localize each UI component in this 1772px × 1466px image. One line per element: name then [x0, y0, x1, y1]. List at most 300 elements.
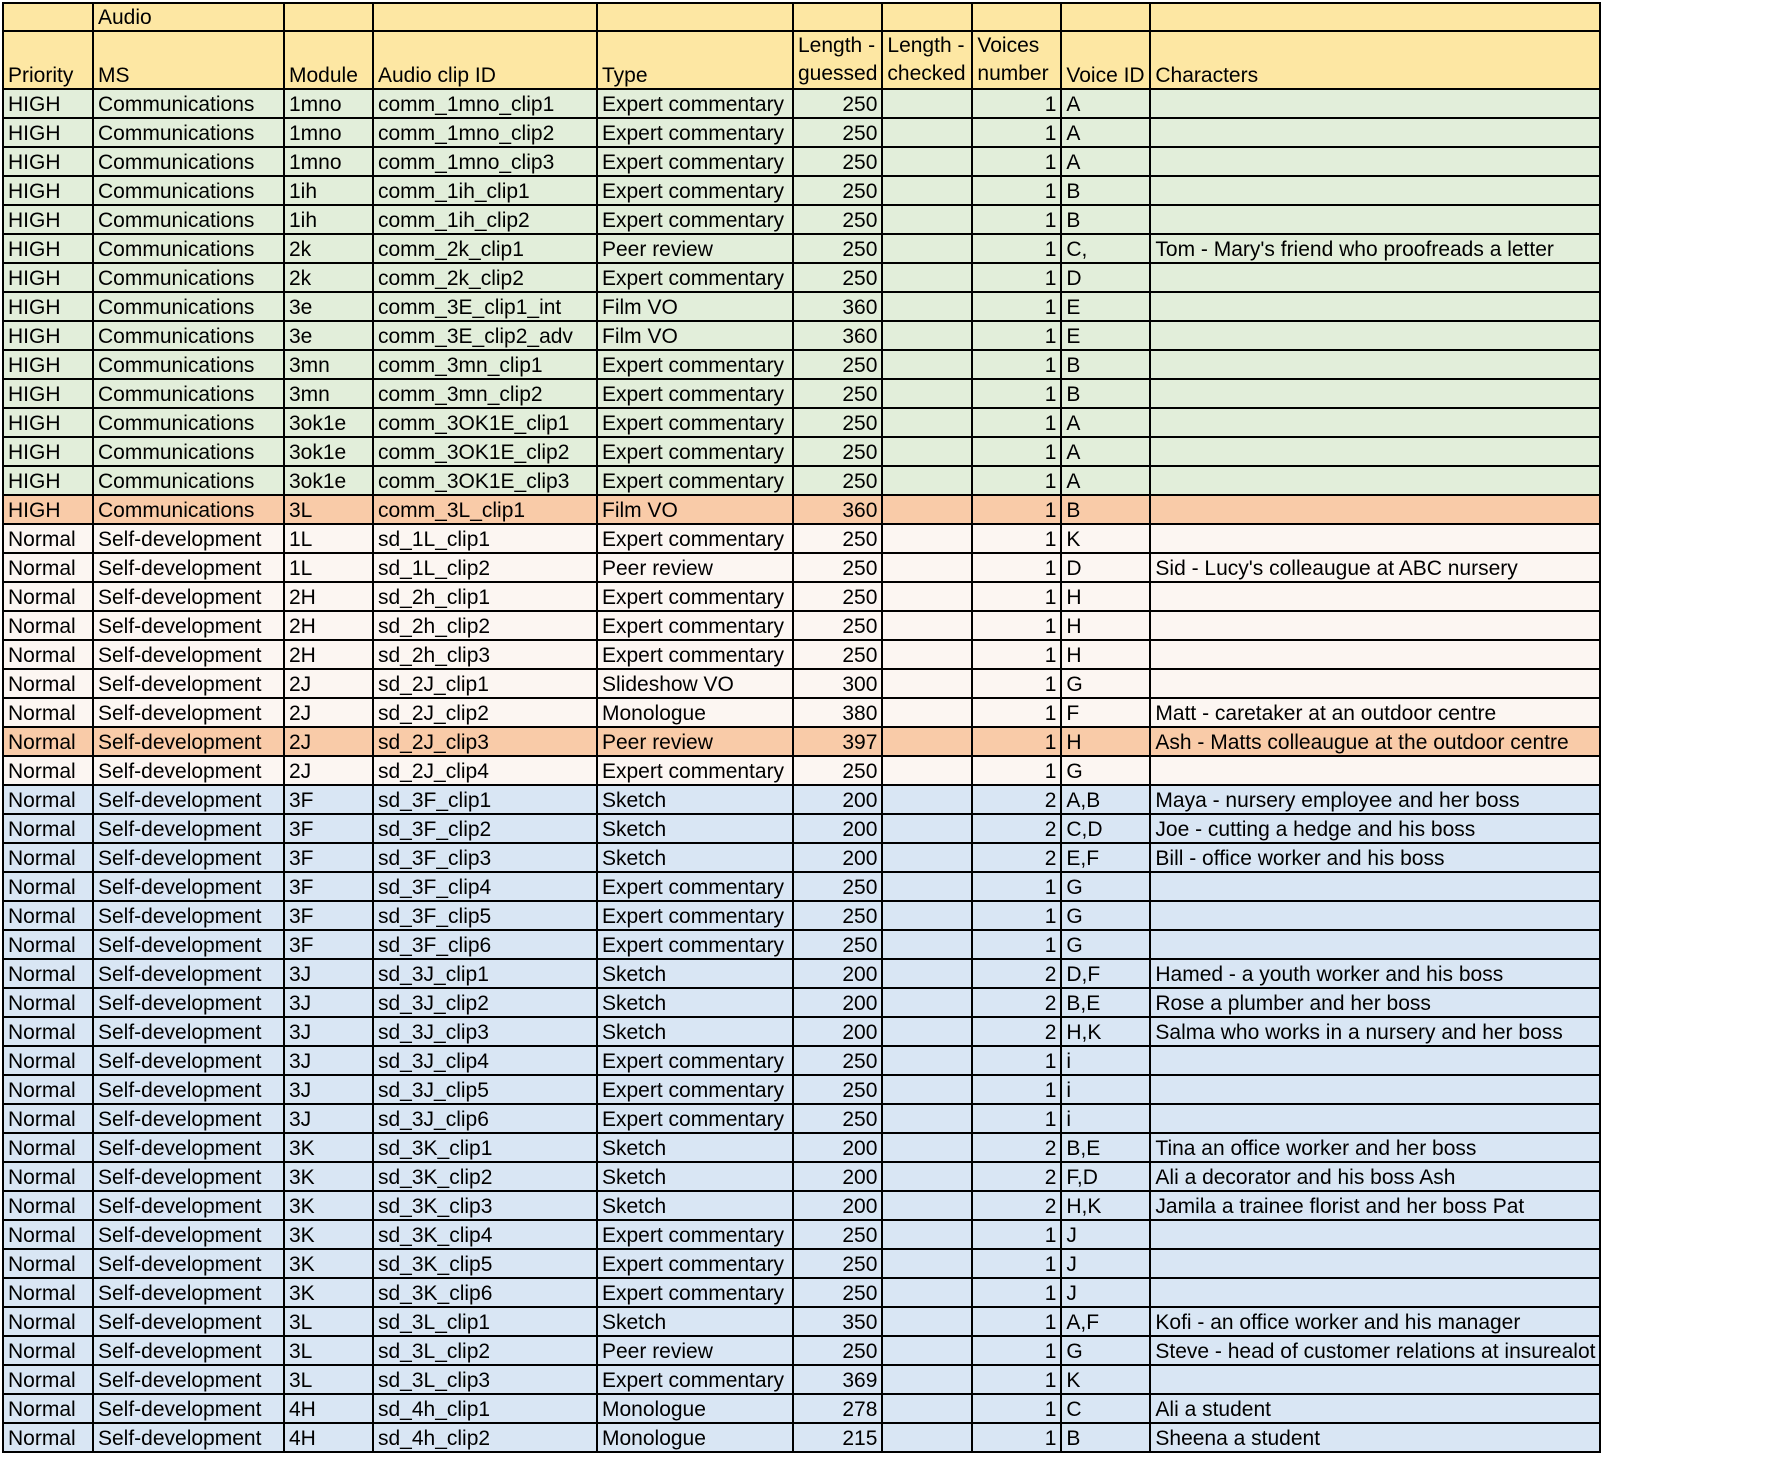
cell-length-checked[interactable] — [882, 727, 972, 756]
cell-length-guessed[interactable]: 360 — [793, 292, 882, 321]
cell-voices-number[interactable]: 1 — [972, 437, 1061, 466]
cell-module[interactable]: 3J — [284, 1017, 373, 1046]
header-cell-empty[interactable] — [373, 3, 597, 31]
cell-characters[interactable] — [1150, 495, 1600, 524]
cell-module[interactable]: 3K — [284, 1162, 373, 1191]
cell-type[interactable]: Sketch — [597, 843, 793, 872]
cell-type[interactable]: Expert commentary — [597, 872, 793, 901]
cell-characters[interactable]: Maya - nursery employee and her boss — [1150, 785, 1600, 814]
cell-voices-number[interactable]: 2 — [972, 814, 1061, 843]
cell-voices-number[interactable]: 1 — [972, 669, 1061, 698]
cell-type[interactable]: Expert commentary — [597, 1046, 793, 1075]
column-header-ms[interactable]: MS — [93, 31, 284, 89]
cell-module[interactable]: 2H — [284, 611, 373, 640]
cell-characters[interactable] — [1150, 901, 1600, 930]
cell-priority[interactable]: HIGH — [3, 437, 93, 466]
cell-priority[interactable]: HIGH — [3, 147, 93, 176]
cell-type[interactable]: Peer review — [597, 234, 793, 263]
cell-priority[interactable]: Normal — [3, 1394, 93, 1423]
cell-characters[interactable] — [1150, 1278, 1600, 1307]
cell-voice-id[interactable]: E,F — [1061, 843, 1150, 872]
cell-type[interactable]: Slideshow VO — [597, 669, 793, 698]
cell-type[interactable]: Sketch — [597, 1191, 793, 1220]
cell-ms[interactable]: Self-development — [93, 1191, 284, 1220]
cell-priority[interactable]: Normal — [3, 1307, 93, 1336]
cell-length-guessed[interactable]: 250 — [793, 205, 882, 234]
cell-type[interactable]: Expert commentary — [597, 901, 793, 930]
cell-length-guessed[interactable]: 250 — [793, 872, 882, 901]
cell-voice-id[interactable]: B,E — [1061, 988, 1150, 1017]
cell-module[interactable]: 3F — [284, 901, 373, 930]
cell-audio-clip-id[interactable]: sd_3L_clip3 — [373, 1365, 597, 1394]
cell-priority[interactable]: Normal — [3, 1423, 93, 1452]
cell-module[interactable]: 2J — [284, 698, 373, 727]
cell-length-guessed[interactable]: 250 — [793, 901, 882, 930]
cell-audio-clip-id[interactable]: comm_1ih_clip1 — [373, 176, 597, 205]
cell-voices-number[interactable]: 1 — [972, 205, 1061, 234]
cell-ms[interactable]: Communications — [93, 379, 284, 408]
cell-type[interactable]: Film VO — [597, 495, 793, 524]
cell-module[interactable]: 4H — [284, 1394, 373, 1423]
cell-ms[interactable]: Self-development — [93, 1162, 284, 1191]
cell-type[interactable]: Monologue — [597, 1423, 793, 1452]
cell-voice-id[interactable]: B — [1061, 350, 1150, 379]
cell-module[interactable]: 4H — [284, 1423, 373, 1452]
cell-module[interactable]: 2k — [284, 263, 373, 292]
cell-voice-id[interactable]: i — [1061, 1075, 1150, 1104]
cell-type[interactable]: Expert commentary — [597, 408, 793, 437]
cell-type[interactable]: Expert commentary — [597, 379, 793, 408]
column-header-voices-number[interactable]: Voices number — [972, 31, 1061, 89]
cell-priority[interactable]: HIGH — [3, 408, 93, 437]
cell-audio-clip-id[interactable]: sd_2h_clip2 — [373, 611, 597, 640]
cell-length-guessed[interactable]: 250 — [793, 524, 882, 553]
cell-priority[interactable]: Normal — [3, 611, 93, 640]
cell-voice-id[interactable]: A — [1061, 437, 1150, 466]
cell-voices-number[interactable]: 1 — [972, 118, 1061, 147]
cell-module[interactable]: 2J — [284, 669, 373, 698]
cell-ms[interactable]: Self-development — [93, 930, 284, 959]
cell-length-checked[interactable] — [882, 1191, 972, 1220]
cell-module[interactable]: 3mn — [284, 379, 373, 408]
cell-length-guessed[interactable]: 278 — [793, 1394, 882, 1423]
cell-length-checked[interactable] — [882, 669, 972, 698]
cell-audio-clip-id[interactable]: comm_3OK1E_clip3 — [373, 466, 597, 495]
cell-module[interactable]: 3e — [284, 321, 373, 350]
cell-voices-number[interactable]: 1 — [972, 930, 1061, 959]
cell-ms[interactable]: Self-development — [93, 524, 284, 553]
cell-ms[interactable]: Self-development — [93, 1133, 284, 1162]
cell-characters[interactable]: Ali a student — [1150, 1394, 1600, 1423]
cell-module[interactable]: 2k — [284, 234, 373, 263]
cell-length-checked[interactable] — [882, 1365, 972, 1394]
cell-length-guessed[interactable]: 200 — [793, 1191, 882, 1220]
cell-length-checked[interactable] — [882, 785, 972, 814]
cell-priority[interactable]: Normal — [3, 1075, 93, 1104]
cell-ms[interactable]: Self-development — [93, 1278, 284, 1307]
cell-type[interactable]: Expert commentary — [597, 263, 793, 292]
cell-type[interactable]: Expert commentary — [597, 582, 793, 611]
cell-priority[interactable]: Normal — [3, 814, 93, 843]
cell-audio-clip-id[interactable]: comm_1mno_clip1 — [373, 89, 597, 118]
cell-type[interactable]: Peer review — [597, 553, 793, 582]
cell-module[interactable]: 3K — [284, 1220, 373, 1249]
cell-ms[interactable]: Communications — [93, 118, 284, 147]
cell-characters[interactable]: Kofi - an office worker and his manager — [1150, 1307, 1600, 1336]
cell-characters[interactable]: Sid - Lucy's colleaugue at ABC nursery — [1150, 553, 1600, 582]
cell-priority[interactable]: Normal — [3, 553, 93, 582]
cell-characters[interactable] — [1150, 176, 1600, 205]
cell-length-guessed[interactable]: 250 — [793, 582, 882, 611]
cell-voices-number[interactable]: 1 — [972, 350, 1061, 379]
cell-audio-clip-id[interactable]: sd_3F_clip5 — [373, 901, 597, 930]
cell-length-checked[interactable] — [882, 118, 972, 147]
cell-characters[interactable] — [1150, 437, 1600, 466]
cell-characters[interactable] — [1150, 118, 1600, 147]
cell-characters[interactable] — [1150, 89, 1600, 118]
cell-characters[interactable]: Hamed - a youth worker and his boss — [1150, 959, 1600, 988]
cell-module[interactable]: 3K — [284, 1249, 373, 1278]
cell-audio-clip-id[interactable]: comm_3OK1E_clip1 — [373, 408, 597, 437]
cell-length-guessed[interactable]: 250 — [793, 1336, 882, 1365]
cell-audio-clip-id[interactable]: sd_4h_clip1 — [373, 1394, 597, 1423]
cell-type[interactable]: Expert commentary — [597, 437, 793, 466]
cell-ms[interactable]: Communications — [93, 89, 284, 118]
cell-type[interactable]: Sketch — [597, 785, 793, 814]
column-header-length-guessed[interactable]: Length - guessed — [793, 31, 882, 89]
cell-length-checked[interactable] — [882, 1394, 972, 1423]
cell-module[interactable]: 3ok1e — [284, 466, 373, 495]
cell-module[interactable]: 1L — [284, 553, 373, 582]
cell-priority[interactable]: Normal — [3, 1220, 93, 1249]
cell-voice-id[interactable]: H — [1061, 582, 1150, 611]
cell-audio-clip-id[interactable]: sd_2h_clip1 — [373, 582, 597, 611]
cell-priority[interactable]: HIGH — [3, 292, 93, 321]
cell-length-guessed[interactable]: 250 — [793, 1220, 882, 1249]
cell-voices-number[interactable]: 1 — [972, 147, 1061, 176]
cell-ms[interactable]: Communications — [93, 234, 284, 263]
cell-module[interactable]: 1L — [284, 524, 373, 553]
cell-type[interactable]: Expert commentary — [597, 524, 793, 553]
cell-ms[interactable]: Self-development — [93, 582, 284, 611]
cell-characters[interactable] — [1150, 292, 1600, 321]
cell-type[interactable]: Sketch — [597, 988, 793, 1017]
cell-voice-id[interactable]: H,K — [1061, 1017, 1150, 1046]
cell-priority[interactable]: HIGH — [3, 379, 93, 408]
cell-voice-id[interactable]: H,K — [1061, 1191, 1150, 1220]
cell-length-guessed[interactable]: 200 — [793, 959, 882, 988]
cell-length-guessed[interactable]: 200 — [793, 1133, 882, 1162]
cell-priority[interactable]: HIGH — [3, 350, 93, 379]
cell-length-checked[interactable] — [882, 553, 972, 582]
cell-voices-number[interactable]: 2 — [972, 1191, 1061, 1220]
cell-priority[interactable]: Normal — [3, 1162, 93, 1191]
cell-type[interactable]: Expert commentary — [597, 350, 793, 379]
cell-ms[interactable]: Self-development — [93, 1394, 284, 1423]
cell-priority[interactable]: HIGH — [3, 234, 93, 263]
cell-module[interactable]: 3F — [284, 814, 373, 843]
cell-voice-id[interactable]: G — [1061, 930, 1150, 959]
cell-module[interactable]: 3J — [284, 988, 373, 1017]
cell-priority[interactable]: Normal — [3, 582, 93, 611]
header-cell-empty[interactable] — [882, 3, 972, 31]
cell-length-checked[interactable] — [882, 321, 972, 350]
cell-type[interactable]: Monologue — [597, 1394, 793, 1423]
cell-audio-clip-id[interactable]: sd_3J_clip3 — [373, 1017, 597, 1046]
cell-voices-number[interactable]: 2 — [972, 1162, 1061, 1191]
cell-length-checked[interactable] — [882, 1278, 972, 1307]
cell-length-checked[interactable] — [882, 379, 972, 408]
cell-voices-number[interactable]: 1 — [972, 553, 1061, 582]
cell-type[interactable]: Sketch — [597, 1017, 793, 1046]
cell-module[interactable]: 3L — [284, 1307, 373, 1336]
cell-length-checked[interactable] — [882, 263, 972, 292]
cell-priority[interactable]: Normal — [3, 1278, 93, 1307]
cell-voices-number[interactable]: 1 — [972, 495, 1061, 524]
cell-voice-id[interactable]: A,F — [1061, 1307, 1150, 1336]
cell-audio-clip-id[interactable]: sd_3F_clip2 — [373, 814, 597, 843]
cell-audio-clip-id[interactable]: comm_3OK1E_clip2 — [373, 437, 597, 466]
cell-length-guessed[interactable]: 250 — [793, 1278, 882, 1307]
cell-module[interactable]: 3J — [284, 959, 373, 988]
cell-length-checked[interactable] — [882, 1162, 972, 1191]
cell-voices-number[interactable]: 2 — [972, 785, 1061, 814]
cell-characters[interactable] — [1150, 379, 1600, 408]
cell-ms[interactable]: Self-development — [93, 1307, 284, 1336]
cell-ms[interactable]: Communications — [93, 466, 284, 495]
cell-length-checked[interactable] — [882, 988, 972, 1017]
cell-characters[interactable] — [1150, 611, 1600, 640]
cell-module[interactable]: 2H — [284, 640, 373, 669]
header-cell-empty[interactable] — [284, 3, 373, 31]
cell-priority[interactable]: HIGH — [3, 321, 93, 350]
cell-priority[interactable]: Normal — [3, 843, 93, 872]
cell-ms[interactable]: Self-development — [93, 988, 284, 1017]
cell-ms[interactable]: Self-development — [93, 611, 284, 640]
cell-audio-clip-id[interactable]: comm_2k_clip1 — [373, 234, 597, 263]
cell-ms[interactable]: Self-development — [93, 698, 284, 727]
cell-ms[interactable]: Self-development — [93, 1249, 284, 1278]
cell-priority[interactable]: Normal — [3, 901, 93, 930]
cell-ms[interactable]: Self-development — [93, 1336, 284, 1365]
cell-priority[interactable]: Normal — [3, 698, 93, 727]
cell-voice-id[interactable]: B — [1061, 1423, 1150, 1452]
cell-characters[interactable] — [1150, 524, 1600, 553]
column-header-type[interactable]: Type — [597, 31, 793, 89]
cell-type[interactable]: Film VO — [597, 292, 793, 321]
cell-module[interactable]: 1mno — [284, 89, 373, 118]
cell-audio-clip-id[interactable]: comm_3L_clip1 — [373, 495, 597, 524]
cell-length-checked[interactable] — [882, 147, 972, 176]
cell-module[interactable]: 3F — [284, 930, 373, 959]
cell-length-checked[interactable] — [882, 1423, 972, 1452]
cell-voice-id[interactable]: i — [1061, 1046, 1150, 1075]
cell-ms[interactable]: Self-development — [93, 959, 284, 988]
cell-ms[interactable]: Communications — [93, 147, 284, 176]
cell-characters[interactable]: Rose a plumber and her boss — [1150, 988, 1600, 1017]
cell-module[interactable]: 3K — [284, 1278, 373, 1307]
cell-voices-number[interactable]: 1 — [972, 727, 1061, 756]
cell-voice-id[interactable]: A,B — [1061, 785, 1150, 814]
cell-voice-id[interactable]: B — [1061, 495, 1150, 524]
cell-length-guessed[interactable]: 200 — [793, 843, 882, 872]
cell-voices-number[interactable]: 1 — [972, 321, 1061, 350]
cell-characters[interactable] — [1150, 669, 1600, 698]
cell-voice-id[interactable]: A — [1061, 118, 1150, 147]
cell-length-checked[interactable] — [882, 1017, 972, 1046]
cell-type[interactable]: Expert commentary — [597, 466, 793, 495]
cell-length-checked[interactable] — [882, 843, 972, 872]
cell-voice-id[interactable]: G — [1061, 872, 1150, 901]
cell-audio-clip-id[interactable]: sd_3L_clip1 — [373, 1307, 597, 1336]
cell-module[interactable]: 3L — [284, 1365, 373, 1394]
cell-module[interactable]: 1mno — [284, 147, 373, 176]
cell-priority[interactable]: HIGH — [3, 205, 93, 234]
cell-audio-clip-id[interactable]: sd_3F_clip4 — [373, 872, 597, 901]
cell-module[interactable]: 3J — [284, 1104, 373, 1133]
cell-characters[interactable] — [1150, 930, 1600, 959]
cell-voices-number[interactable]: 1 — [972, 176, 1061, 205]
cell-voices-number[interactable]: 1 — [972, 872, 1061, 901]
cell-type[interactable]: Sketch — [597, 814, 793, 843]
cell-length-guessed[interactable]: 250 — [793, 89, 882, 118]
cell-voices-number[interactable]: 2 — [972, 1133, 1061, 1162]
cell-ms[interactable]: Self-development — [93, 1046, 284, 1075]
cell-length-checked[interactable] — [882, 1336, 972, 1365]
cell-characters[interactable]: Bill - office worker and his boss — [1150, 843, 1600, 872]
cell-voice-id[interactable]: E — [1061, 292, 1150, 321]
cell-length-checked[interactable] — [882, 524, 972, 553]
cell-characters[interactable] — [1150, 1365, 1600, 1394]
cell-length-checked[interactable] — [882, 495, 972, 524]
cell-voice-id[interactable]: J — [1061, 1249, 1150, 1278]
cell-module[interactable]: 2H — [284, 582, 373, 611]
cell-audio-clip-id[interactable]: sd_2J_clip1 — [373, 669, 597, 698]
column-header-priority[interactable]: Priority — [3, 31, 93, 89]
cell-audio-clip-id[interactable]: sd_4h_clip2 — [373, 1423, 597, 1452]
cell-module[interactable]: 3ok1e — [284, 437, 373, 466]
cell-voices-number[interactable]: 1 — [972, 1249, 1061, 1278]
cell-module[interactable]: 1ih — [284, 205, 373, 234]
cell-length-guessed[interactable]: 200 — [793, 814, 882, 843]
cell-length-checked[interactable] — [882, 1104, 972, 1133]
cell-priority[interactable]: Normal — [3, 669, 93, 698]
cell-ms[interactable]: Communications — [93, 292, 284, 321]
cell-ms[interactable]: Self-development — [93, 814, 284, 843]
cell-voice-id[interactable]: C — [1061, 1394, 1150, 1423]
cell-length-checked[interactable] — [882, 1075, 972, 1104]
cell-voice-id[interactable]: H — [1061, 640, 1150, 669]
cell-type[interactable]: Sketch — [597, 1162, 793, 1191]
cell-length-guessed[interactable]: 360 — [793, 495, 882, 524]
cell-length-checked[interactable] — [882, 1046, 972, 1075]
cell-length-guessed[interactable]: 250 — [793, 1046, 882, 1075]
cell-type[interactable]: Expert commentary — [597, 176, 793, 205]
cell-type[interactable]: Expert commentary — [597, 118, 793, 147]
cell-priority[interactable]: HIGH — [3, 176, 93, 205]
cell-audio-clip-id[interactable]: comm_3E_clip1_int — [373, 292, 597, 321]
cell-audio-clip-id[interactable]: comm_3mn_clip2 — [373, 379, 597, 408]
cell-characters[interactable] — [1150, 1104, 1600, 1133]
cell-ms[interactable]: Self-development — [93, 901, 284, 930]
cell-audio-clip-id[interactable]: sd_3K_clip2 — [373, 1162, 597, 1191]
cell-length-checked[interactable] — [882, 901, 972, 930]
cell-length-checked[interactable] — [882, 466, 972, 495]
cell-voices-number[interactable]: 1 — [972, 1220, 1061, 1249]
cell-characters[interactable] — [1150, 321, 1600, 350]
cell-length-guessed[interactable]: 250 — [793, 1075, 882, 1104]
cell-voices-number[interactable]: 1 — [972, 698, 1061, 727]
cell-module[interactable]: 3K — [284, 1133, 373, 1162]
cell-voices-number[interactable]: 1 — [972, 1336, 1061, 1365]
cell-length-guessed[interactable]: 250 — [793, 176, 882, 205]
cell-characters[interactable] — [1150, 147, 1600, 176]
cell-length-guessed[interactable]: 200 — [793, 1017, 882, 1046]
cell-ms[interactable]: Self-development — [93, 843, 284, 872]
cell-priority[interactable]: Normal — [3, 524, 93, 553]
cell-length-guessed[interactable]: 250 — [793, 350, 882, 379]
cell-voice-id[interactable]: B — [1061, 379, 1150, 408]
cell-type[interactable]: Expert commentary — [597, 756, 793, 785]
cell-voices-number[interactable]: 1 — [972, 89, 1061, 118]
cell-audio-clip-id[interactable]: sd_3K_clip1 — [373, 1133, 597, 1162]
cell-module[interactable]: 3F — [284, 843, 373, 872]
cell-audio-clip-id[interactable]: sd_3J_clip4 — [373, 1046, 597, 1075]
cell-length-checked[interactable] — [882, 930, 972, 959]
cell-length-guessed[interactable]: 250 — [793, 1249, 882, 1278]
cell-audio-clip-id[interactable]: sd_3J_clip1 — [373, 959, 597, 988]
cell-length-checked[interactable] — [882, 698, 972, 727]
cell-module[interactable]: 3mn — [284, 350, 373, 379]
cell-voice-id[interactable]: C, — [1061, 234, 1150, 263]
cell-ms[interactable]: Self-development — [93, 756, 284, 785]
cell-priority[interactable]: Normal — [3, 785, 93, 814]
cell-characters[interactable]: Tina an office worker and her boss — [1150, 1133, 1600, 1162]
cell-length-guessed[interactable]: 360 — [793, 321, 882, 350]
cell-audio-clip-id[interactable]: sd_3L_clip2 — [373, 1336, 597, 1365]
cell-characters[interactable] — [1150, 1046, 1600, 1075]
cell-audio-clip-id[interactable]: sd_3K_clip6 — [373, 1278, 597, 1307]
cell-characters[interactable] — [1150, 756, 1600, 785]
cell-voices-number[interactable]: 1 — [972, 292, 1061, 321]
cell-type[interactable]: Sketch — [597, 959, 793, 988]
cell-length-checked[interactable] — [882, 1220, 972, 1249]
cell-voice-id[interactable]: D — [1061, 263, 1150, 292]
cell-voices-number[interactable]: 1 — [972, 640, 1061, 669]
cell-length-guessed[interactable]: 250 — [793, 408, 882, 437]
cell-audio-clip-id[interactable]: sd_3K_clip4 — [373, 1220, 597, 1249]
cell-length-checked[interactable] — [882, 611, 972, 640]
cell-type[interactable]: Sketch — [597, 1307, 793, 1336]
cell-module[interactable]: 3L — [284, 495, 373, 524]
cell-characters[interactable]: Steve - head of customer relations at insurealot — [1150, 1336, 1600, 1365]
cell-priority[interactable]: HIGH — [3, 263, 93, 292]
cell-voices-number[interactable]: 1 — [972, 1075, 1061, 1104]
cell-length-checked[interactable] — [882, 640, 972, 669]
cell-length-guessed[interactable]: 250 — [793, 611, 882, 640]
cell-type[interactable]: Expert commentary — [597, 205, 793, 234]
cell-length-guessed[interactable]: 250 — [793, 234, 882, 263]
cell-voice-id[interactable]: A — [1061, 147, 1150, 176]
cell-length-guessed[interactable]: 250 — [793, 1104, 882, 1133]
cell-type[interactable]: Peer review — [597, 727, 793, 756]
cell-type[interactable]: Peer review — [597, 1336, 793, 1365]
cell-priority[interactable]: Normal — [3, 727, 93, 756]
cell-voices-number[interactable]: 1 — [972, 756, 1061, 785]
cell-type[interactable]: Monologue — [597, 698, 793, 727]
cell-voice-id[interactable]: H — [1061, 727, 1150, 756]
cell-length-checked[interactable] — [882, 408, 972, 437]
